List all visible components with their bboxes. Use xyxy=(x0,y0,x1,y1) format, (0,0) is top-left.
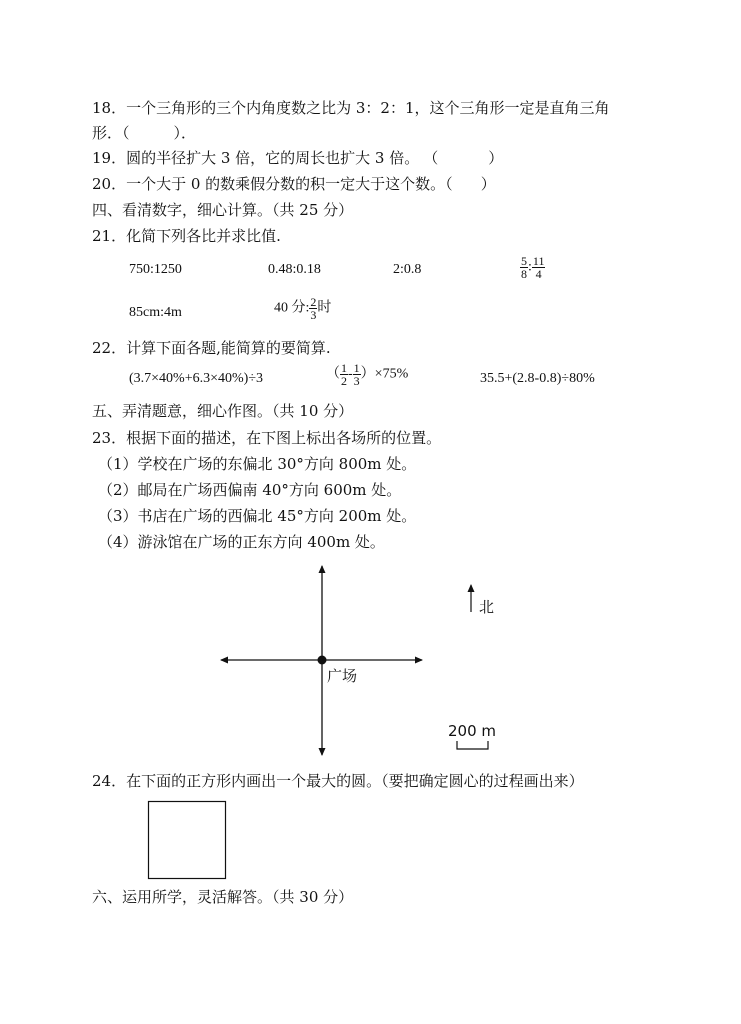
q21-ratio-40min-hour: 40 分: $\frac{2}{3}$ 时 xyxy=(274,295,332,322)
q24-square[interactable] xyxy=(149,802,226,879)
q21-ratio-85cm-4m: 85cm:4m xyxy=(129,305,182,320)
q21-ratio-048-018: 0.48:0.18 xyxy=(268,262,321,277)
scale-label: 200 m xyxy=(448,722,497,740)
q23-prompt: 23．根据下面的描述，在下图上标出各场所的位置。 xyxy=(92,429,442,447)
section5-heading: 五、弄清题意，细心作图。（共 10 分） xyxy=(92,402,354,420)
q22-expr-1: (3.7×40%+6.3×40%)÷3 xyxy=(129,371,264,386)
q19-text: 19．圆的半径扩大 3 倍，它的周长也扩大 3 倍。 xyxy=(92,149,420,167)
q24-prompt: 24．在下面的正方形内画出一个最大的圆。（要把确定圆心的过程画出来） xyxy=(92,772,584,790)
q23-item-1: （1）学校在广场的东偏北 30°方向 800m 处。 xyxy=(98,455,417,473)
q23-item-3: （3）书店在广场的西偏北 45°方向 200m 处。 xyxy=(98,507,417,525)
plaza-label: 广场 xyxy=(327,667,358,685)
section6-heading: 六、运用所学，灵活解答。（共 30 分） xyxy=(92,888,354,906)
q22-frac-1-3: $\frac{1}{3}$ xyxy=(353,361,360,388)
q22-prompt: 22．计算下面各题,能简算的要简算. xyxy=(92,339,331,357)
q18-line2-text: 形． xyxy=(92,124,123,142)
q21-prompt: 21．化简下列各比并求比值. xyxy=(92,227,281,245)
q18-line1: 18．一个三角形的三个内角度数之比为 3：2：1，这个三角形一定是直角三角 xyxy=(92,99,610,117)
section4-heading: 四、看清数字，细心计算。（共 25 分） xyxy=(92,201,354,219)
north-label: 北 xyxy=(479,598,495,616)
q20-text: 20．一个大于 0 的数乘假分数的积一定大于这个数。 xyxy=(92,175,446,193)
q23-item-2: （2）邮局在广场西偏南 40°方向 600m 处。 xyxy=(98,481,402,499)
q21-frac-11-4: $\frac{11}{4}$ xyxy=(532,254,545,281)
q21-ratio-2-08: 2:0.8 xyxy=(393,262,422,277)
q18-answer-paren-close: ） xyxy=(173,124,182,142)
scale-bar xyxy=(457,741,488,749)
q18-answer-paren-open: （ xyxy=(122,124,130,142)
q20-answer-paren-open: （ xyxy=(445,175,453,193)
q21-colon: : xyxy=(528,259,532,275)
q22-expr-2: （ $\frac{1}{2}$ - $\frac{1}{3}$ ）×75% xyxy=(326,361,409,388)
q21-ratio-750-1250: 750:1250 xyxy=(129,262,182,277)
q21-frac-5-8: $\frac{5}{8}$ xyxy=(521,254,527,281)
q19-answer-paren-open: （ xyxy=(423,149,439,167)
q20-answer-paren-close: ） xyxy=(480,175,496,193)
plaza-center-dot xyxy=(318,656,327,665)
q21-frac-2-3: $\frac{2}{3}$ xyxy=(310,295,317,322)
q23-item-4: （4）游泳馆在广场的正东方向 400m 处。 xyxy=(98,533,385,551)
q22-expr-3: 35.5+(2.8-0.8)÷80% xyxy=(480,371,595,386)
q18-end-mark: ． xyxy=(181,124,197,142)
q19-answer-paren-close: ） xyxy=(488,149,504,167)
q22-frac-1-2: $\frac{1}{2}$ xyxy=(341,361,347,388)
